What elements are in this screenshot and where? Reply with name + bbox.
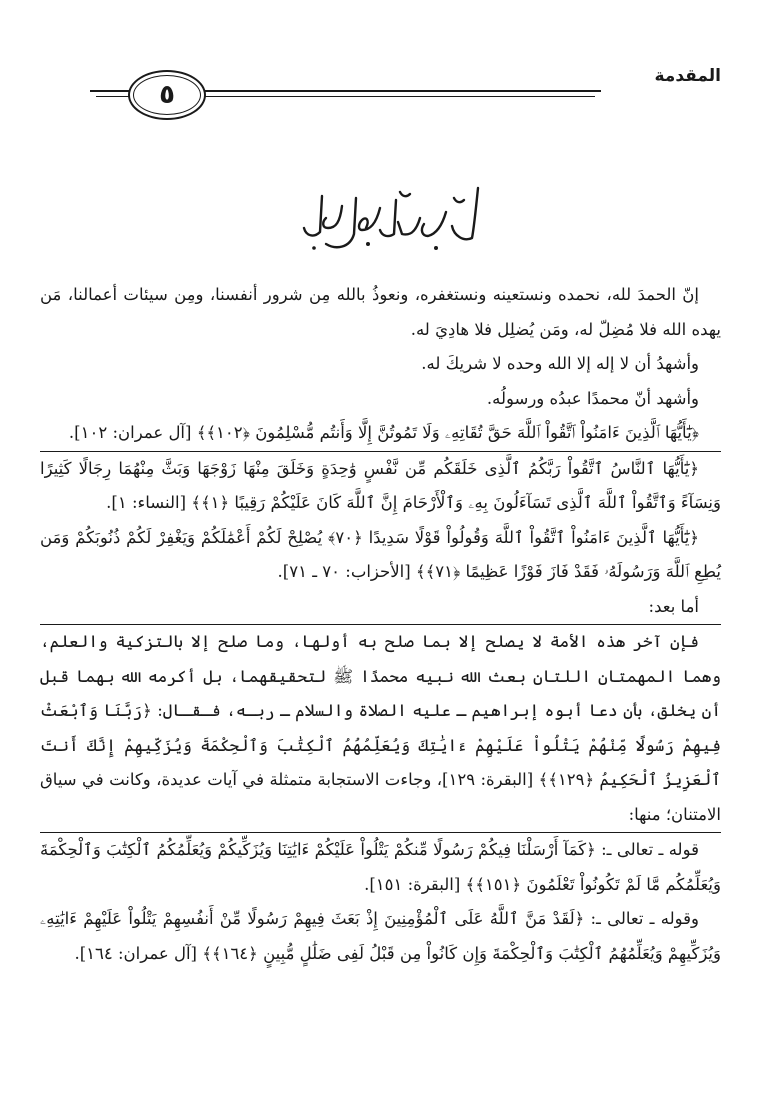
page-body-text [40, 278, 721, 971]
quran-verse-al-baqarah-151: قوله ـ تعالى ـ: ﴿كَمَآ أَرْسَلْنَا فِيكُمْ رَسُولًا مِّنكُمْ يَتْلُواْ عَلَيْكُمْ ءَايَٰتِنَا وَيُزَكِّيكُمْ وَيُعَلِّمُكُمُ ٱلْكِتَٰبَ وَٱلْحِكْمَةَ وَيُعَلِّمُكُم مَّا لَمْ تَكُونُواْ تَعْلَمُونَ ﴿١٥١﴾﴾ [البقرة: ١٥١]. [40, 832, 721, 902]
paragraph-shahada-2: وأشهد أنّ محمدًا عبدُه ورسولُه. [486, 388, 699, 408]
page-number-oval [128, 70, 206, 120]
paragraph-opening: إنّ الحمدَ لله، نحمده ونستعينه ونستغفره، ونعوذُ بالله مِن شرور أنفسنا، ومِن سيئات أعمالنا، مَن يهده الله فلا مُضِلّ له، ومَن يُضلِل فلا هادِيَ له. [40, 285, 721, 339]
quran-verse-al-imran-164: وقوله ـ تعالى ـ: ﴿لَقَدْ مَنَّ ٱللَّهُ عَلَى ٱلْمُؤْمِنِينَ إِذْ بَعَثَ فِيهِمْ رَسُولًا مِّنْ أَنفُسِهِمْ يَتْلُواْ عَلَيْهِمْ ءَايَٰتِهِۦ وَيُزَكِّيهِمْ وَيُعَلِّمُهُمُ ٱلْكِتَٰبَ وَٱلْحِكْمَةَ وَإِن كَانُواْ مِن قَبْلُ لَفِى ضَلَٰلٍ مُّبِينٍ ﴿١٦٤﴾﴾ [آل عمران: ١٦٤]. [40, 909, 721, 963]
page-header-title: المقدمة [654, 66, 721, 86]
paragraph-main: فإن آخر هذه الأمة لا يصلح إلا بما صلح به أولها، وما صلح إلا بالتزكية والعلم، وهما المهمتان اللتان بعث الله نبيه محمدًا ﷺ لتحقيقهما، بل أكرمه الله بهما قبل أن يخلق، بأن دعا أبوه إبراهيم ـ عليه الصلاة والسلام ـ ربـه، فـقـال: ﴿رَبَّنَا وَٱبْعَثْ فِيهِمْ رَسُولًا مِّنْهُمْ يَتْلُواْ عَلَيْهِمْ ءَايَٰتِكَ وَيُعَلِّمُهُمُ ٱلْكِتَٰبَ وَٱلْحِكْمَةَ وَيُزَكِّيهِمْ إِنَّكَ أَنتَ ٱلْعَزِيزُ ٱلْحَكِيمُ ﴿١٢٩﴾﴾ [البقرة: ١٢٩]، وجاءت الاستجابة متمثلة في آيات عديدة، وكانت في سياق الامتنان؛ منها: [40, 624, 721, 832]
quran-verse-an-nisa-1: ﴿يَٰٓأَيُّهَا ٱلنَّاسُ ٱتَّقُواْ رَبَّكُمُ ٱلَّذِى خَلَقَكُم مِّن نَّفْسٍ وَٰحِدَةٍ وَخَلَقَ مِنْهَا زَوْجَهَا وَبَثَّ مِنْهُمَا رِجَالًا كَثِيرًا وَنِسَآءً وَٱتَّقُواْ ٱللَّهَ ٱلَّذِى تَسَآءَلُونَ بِهِۦ وَٱلْأَرْحَامَ إِنَّ ٱللَّهَ كَانَ عَلَيْكُمْ رَقِيبًا ﴿١﴾﴾ [النساء: ١]. [40, 451, 721, 521]
paragraph-shahada-1: وأشهدُ أن لا إله إلا الله وحده لا شريكَ له. [421, 354, 699, 373]
quran-verse-al-imran-102: ﴿يَٰٓأَيُّهَا ٱلَّذِينَ ءَامَنُواْ ٱتَّقُواْ ٱللَّهَ حَقَّ تُقَاتِهِۦ وَلَا تَمُوتُنَّ إِلَّا وَأَنتُم مُّسْلِمُونَ ﴿١٠٢﴾﴾ [آل عمران: ١٠٢]. [68, 423, 699, 442]
basmala-calligraphy [296, 178, 486, 258]
paragraph-amma-bad: أما بعد: [648, 596, 699, 616]
quran-verse-al-ahzab-70-71: ﴿يَٰٓأَيُّهَا ٱلَّذِينَ ءَامَنُواْ ٱتَّقُواْ ٱللَّهَ وَقُولُواْ قَوْلًا سَدِيدًا ﴿٧٠﴾ يُصْلِحْ لَكُمْ أَعْمَٰلَكُمْ وَيَغْفِرْ لَكُمْ ذُنُوبَكُمْ وَمَن يُطِعِ ٱللَّهَ وَرَسُولَهُۥ فَقَدْ فَازَ فَوْزًا عَظِيمًا ﴿٧١﴾﴾ [الأحزاب: ٧٠ ـ ٧١]. [40, 527, 721, 581]
page-number: ٥ [159, 80, 175, 110]
